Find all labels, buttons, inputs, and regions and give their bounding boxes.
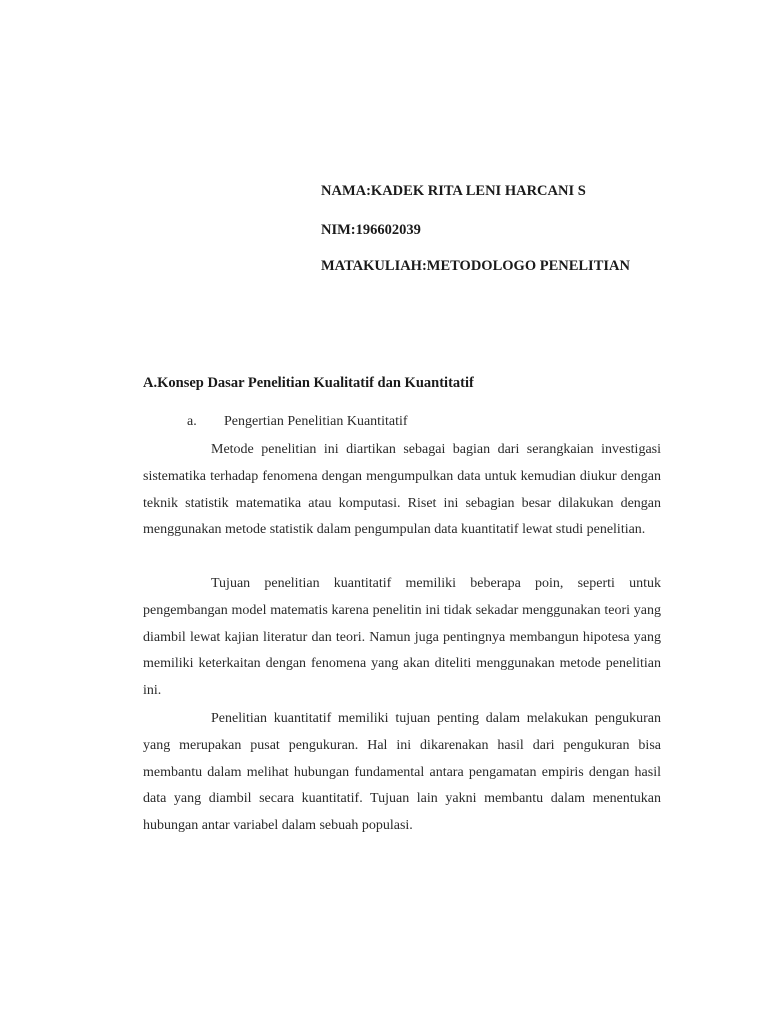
section-title: A.Konsep Dasar Penelitian Kualitatif dan Kuantitatif [143,375,474,391]
paragraph: Metode penelitian ini diartikan sebagai bagian dari serangkaian investigasi sistematika terhadap fenomena dengan mengumpulkan data untuk kemudian diukur dengan teknik statistik matematika atau komputasi. Riset ini sebagian besar dilakukan dengan menggunakan metode statistik dalam pengumpulan data kuantitatif lewat studi penelitian. [143,442,661,538]
subsection-heading [187,414,408,430]
course-line: MATAKULIAH:METODOLOGO PENELITIAN [321,258,630,274]
paragraph-block [143,706,661,840]
subsection-marker: a. [187,414,197,429]
paragraph: Tujuan penelitian kuantitatif memiliki beberapa poin, seperti untuk pengembangan model matematis karena penelitin ini tidak sekadar menggunakan teori yang diambil lewat kajian literatur dan teori. Namun juga pentingnya membangun hipotesa yang memiliki keterkaitan dengan fenomena yang akan diteliti menggunakan metode penelitian ini. [143,576,661,699]
paragraph-block [143,437,661,544]
student-nim-line: NIM:196602039 [321,222,421,238]
subsection-title: Pengertian Penelitian Kuantitatif [224,414,408,429]
paragraph: Penelitian kuantitatif memiliki tujuan penting dalam melakukan pengukuran yang merupakan pusat pengukuran. Hal ini dikarenakan hasil dari pengukuran bisa membantu dalam melihat hubungan fundamental antara pengamatan empiris dengan hasil data yang diambil secara kuantitatif. Tujuan lain yakni membantu dalam menentukan hubungan antar variabel dalam sebuah populasi. [143,711,661,834]
paragraph-block [143,571,661,705]
student-name-line: NAMA:KADEK RITA LENI HARCANI S [321,183,586,199]
